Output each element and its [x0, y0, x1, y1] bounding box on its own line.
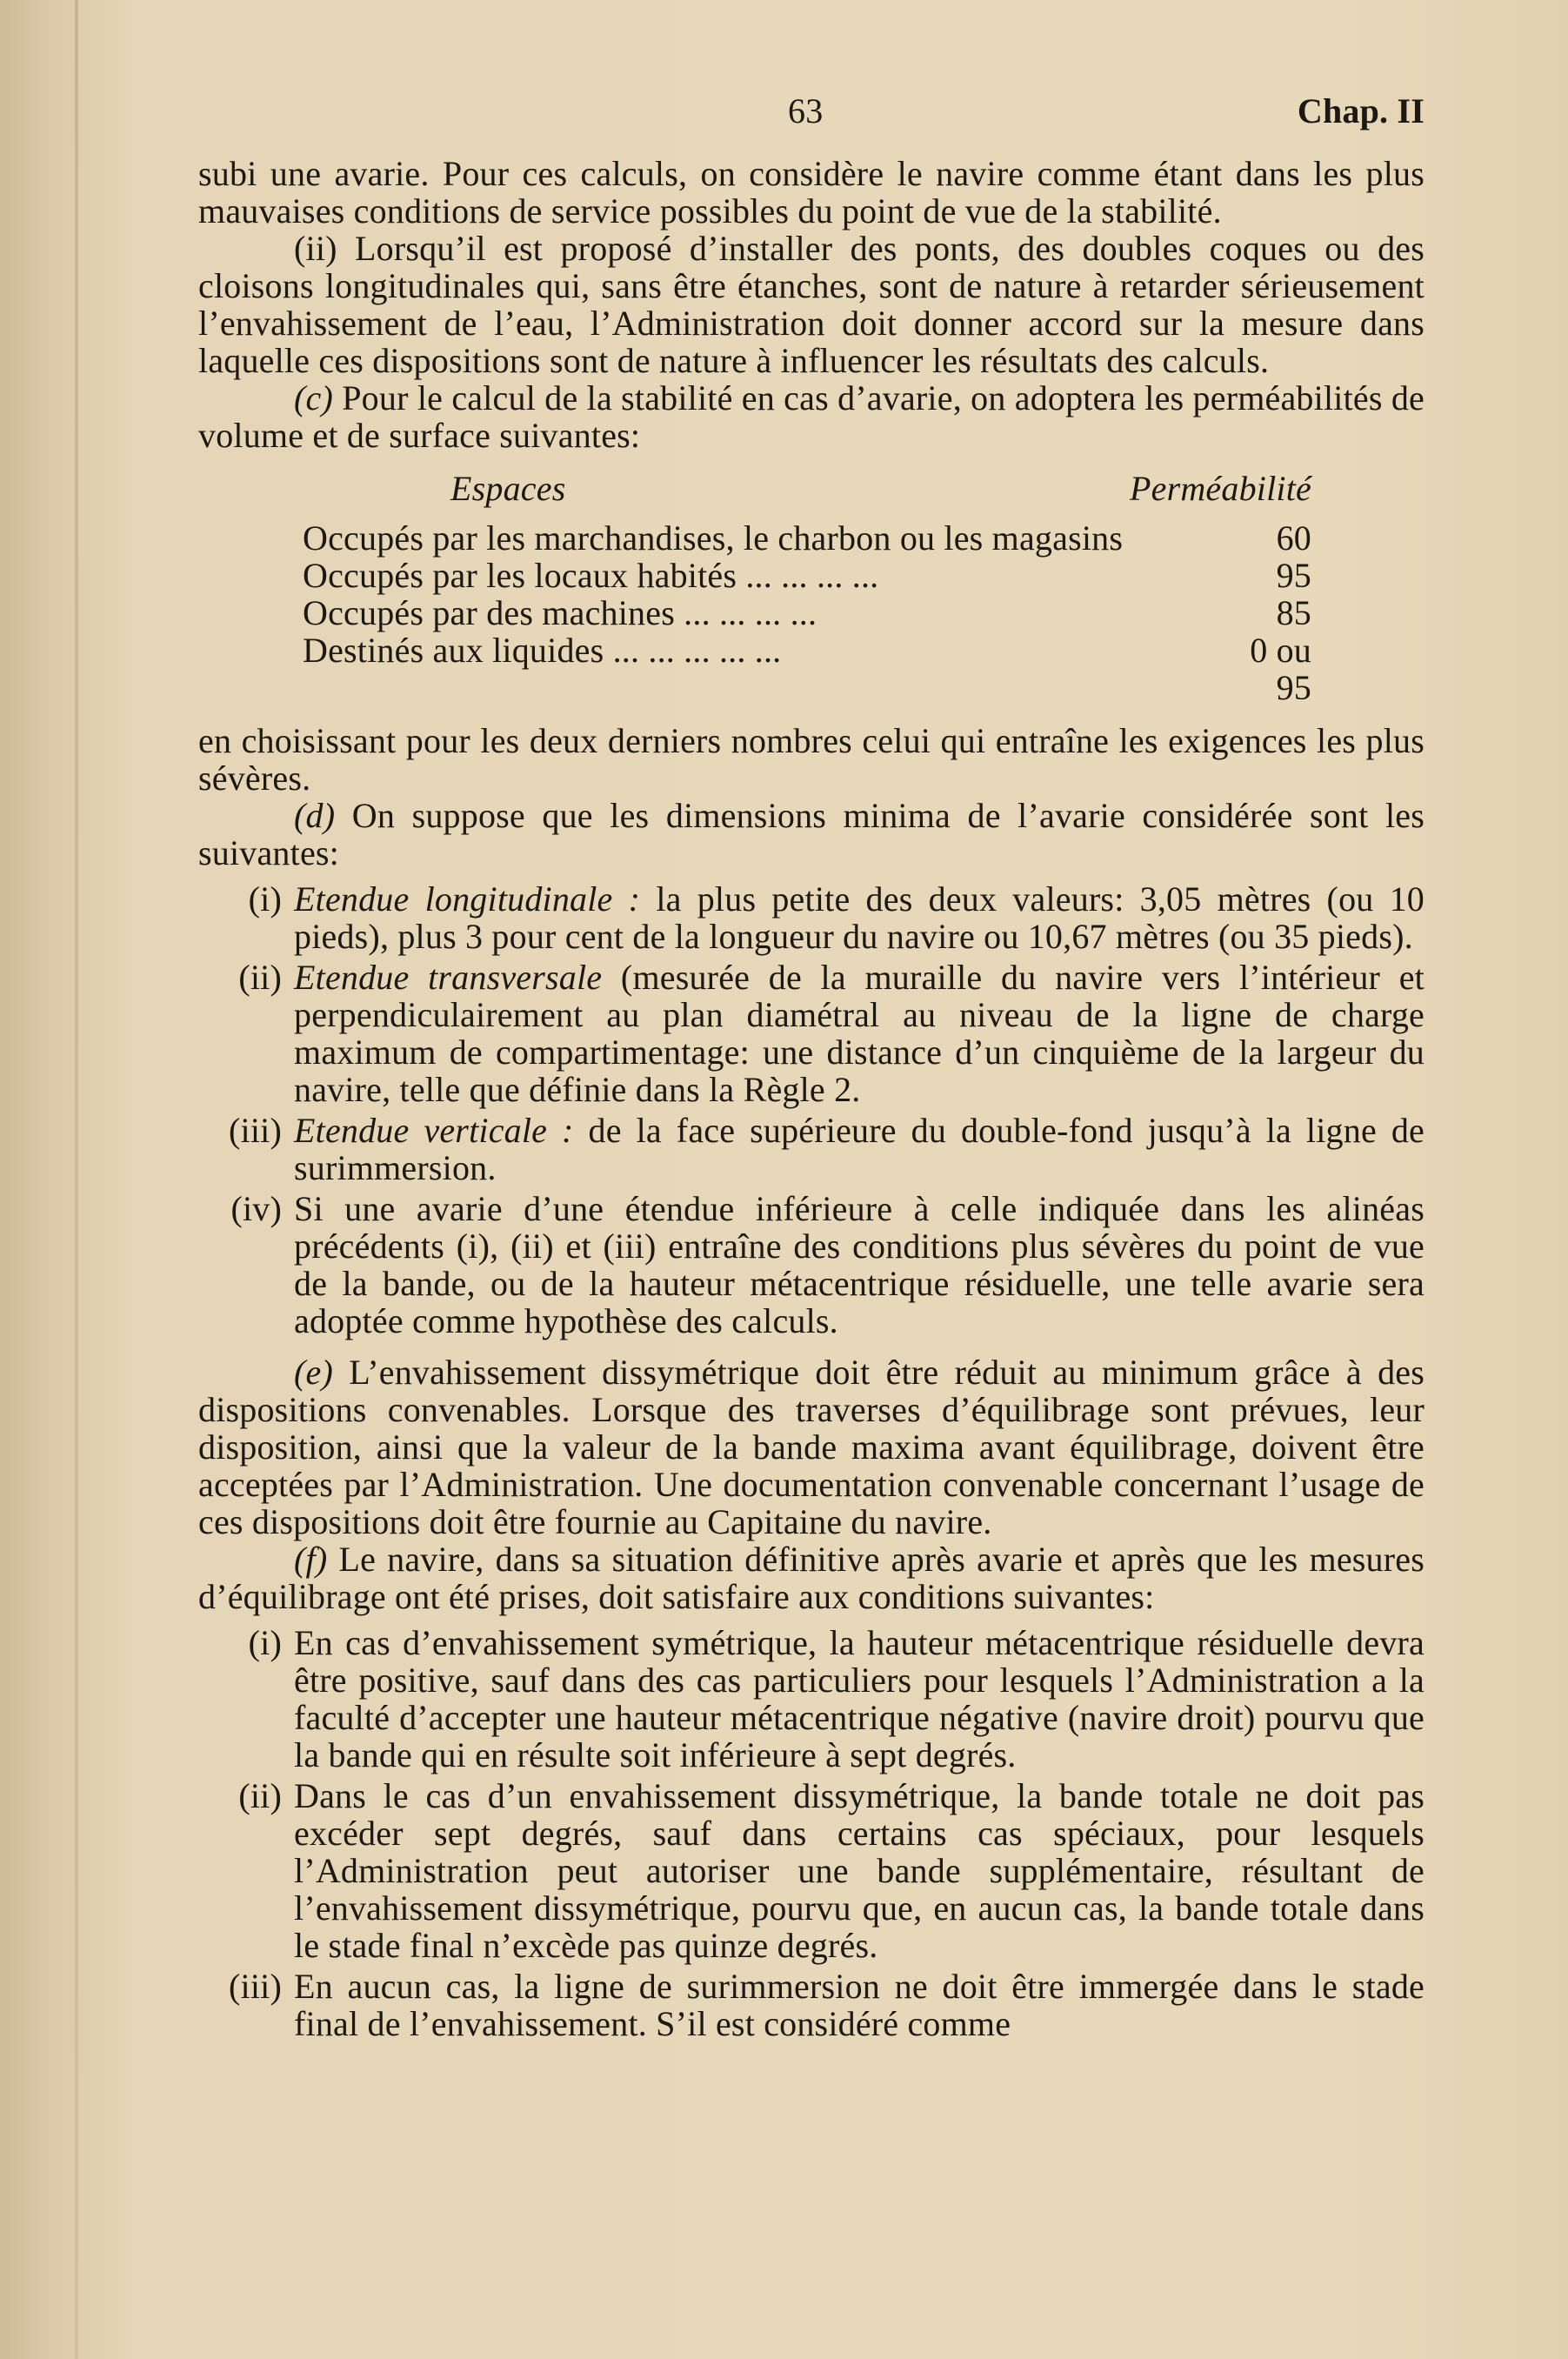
page-number: 63	[788, 91, 824, 130]
paragraph-table-note: en choisissant pour les deux derniers nombres celui qui entraîne les exigences les plus sévères.	[198, 721, 1425, 798]
col-spaces-header: Espaces	[450, 469, 566, 508]
list-item-body	[294, 880, 1425, 955]
list-item	[198, 959, 1425, 1108]
row-value: 95	[1276, 556, 1311, 595]
paragraph-d-label: (d)	[294, 796, 336, 835]
paragraph-e-label: (e)	[294, 1353, 333, 1392]
list-item	[198, 880, 1425, 955]
table-header	[303, 470, 1311, 507]
paragraph-f-text: Le navire, dans sa situation définitive après avarie et après que les mesures d’équilibrage ont été prises, doit satisfaire aux conditions suivantes:	[198, 1540, 1425, 1616]
list-item-body	[294, 1112, 1425, 1186]
table-row	[303, 557, 1311, 594]
list-item-number: (iv)	[230, 1189, 282, 1228]
row-label: Destinés aux liquides ... ... ... ... ...	[303, 631, 782, 670]
list-item-title: Etendue transversale	[294, 958, 603, 997]
list-item-number: (iii)	[229, 1967, 282, 2006]
paragraph-d	[198, 797, 1425, 872]
list-item-body	[294, 1190, 1425, 1340]
list-item-number: (i)	[248, 879, 282, 919]
table-row	[303, 594, 1311, 632]
paragraph-c-text: Pour le calcul de la stabilité en cas d’avarie, on adoptera les perméabilités de volume et de surface suivantes:	[198, 378, 1425, 455]
row-value: 0 ou 95	[1250, 631, 1311, 707]
list-item	[198, 1112, 1425, 1186]
list-item	[198, 1624, 1425, 1774]
col-permeability-header: Perméabilité	[1129, 469, 1311, 508]
paragraph-c-label: (c)	[294, 378, 333, 418]
final-condition-list	[198, 1624, 1425, 2042]
paragraph-d-text: On suppose que les dimensions minima de l’avarie considérée sont les suivantes:	[198, 796, 1425, 872]
paragraph-f-label: (f)	[294, 1540, 328, 1579]
row-label: Occupés par les marchandises, le charbon ou les magasins	[303, 518, 1124, 558]
list-item	[198, 1968, 1425, 2042]
list-item-title: Etendue longitudinale :	[294, 879, 641, 919]
binding-gutter	[75, 0, 78, 2359]
list-item-text: la plus petite des deux valeurs: 3,05 mètres (ou 10 pieds), plus 3 pour cent de la longueur du navire ou 10,67 mètres (ou 35 pieds).	[294, 879, 1425, 956]
list-item-number: (i)	[248, 1623, 282, 1662]
list-item-number: (ii)	[238, 1776, 282, 1815]
paragraph-1: subi une avarie. Pour ces calculs, on considère le navire comme étant dans les plus mauvaises conditions de service possibles du point de vue de la stabilité.	[198, 154, 1425, 231]
list-item	[198, 1777, 1425, 1964]
list-item-title: Etendue verticale :	[294, 1111, 574, 1150]
paragraph-e	[198, 1353, 1425, 1540]
list-item-text: En cas d’envahissement symétrique, la hauteur métacentrique résiduelle devra être positive, sauf dans des cas particuliers pour lesquels l’Administration a la faculté d’accepter une hauteur métacentrique négative (navire droit) pourvu que la bande qui en résulte soit inférieure à sept degrés.	[294, 1623, 1425, 1774]
row-label: Occupés par les locaux habités ... ... ... ...	[303, 556, 879, 595]
row-label: Occupés par des machines ... ... ... ...	[303, 593, 817, 632]
row-value: 60	[1276, 518, 1311, 558]
list-item-text: de la face supérieure du double-fond jusqu’à la ligne de surimmersion.	[294, 1111, 1425, 1187]
list-item-text: (mesurée de la muraille du navire vers l’intérieur et perpendiculairement au plan diamétral au niveau de la ligne de charge maximum de compartimentage: une distance d’un cinquième de la largeur du navire, telle que définie dans la Règle 2.	[294, 958, 1425, 1109]
list-item	[198, 1190, 1425, 1340]
table-row	[303, 632, 1311, 706]
paragraph-c	[198, 379, 1425, 454]
running-header	[198, 87, 1425, 137]
list-item-number: (iii)	[229, 1111, 282, 1150]
list-item-text: En aucun cas, la ligne de surimmersion ne doit être immergée dans le stade final de l’envahissement. S’il est considéré comme	[294, 1967, 1425, 2043]
list-item-text: Dans le cas d’un envahissement dissymétrique, la bande totale ne doit pas excéder sept degrés, sauf dans certains cas spéciaux, pour lesquels l’Administration peut autoriser une bande supplémentaire, résultant de l’envahissement dissymétrique, pourvu que, en aucun cas, la bande totale dans le stade final n’excède pas quinze degrés.	[294, 1776, 1425, 1965]
chapter-label: Chap. II	[1297, 91, 1425, 130]
paragraph-e-text: L’envahissement dissymétrique doit être réduit au minimum grâce à des dispositions convenables. Lorsque des traverses d’équilibrage sont prévues, leur disposition, ainsi que la valeur de la bande maxima avant équilibrage, doivent être acceptées par l’Administration. Une documentation convenable concernant l’usage de ces dispositions doit être fournie au Capitaine du navire.	[198, 1353, 1425, 1541]
paragraph-f	[198, 1540, 1425, 1615]
damage-extent-list	[198, 880, 1425, 1340]
table-row	[303, 519, 1311, 557]
permeability-table	[303, 470, 1311, 706]
list-item-number: (ii)	[238, 958, 282, 997]
list-item-text: Si une avarie d’une étendue inférieure à celle indiquée dans les alinéas précédents (i), (ii) et (iii) entraîne des conditions plus sévères du point de vue de la bande, ou de la hauteur métacentrique résiduelle, une telle avarie sera adoptée comme hypothèse des calculs.	[294, 1189, 1425, 1340]
list-item-body	[294, 959, 1425, 1108]
paragraph-ii: (ii) Lorsqu’il est proposé d’installer des ponts, des doubles coques ou des cloisons longitudinales qui, sans être étanches, sont de nature à retarder sérieusement l’envahissement de l’eau, l’Administration doit donner accord sur la mesure dans laquelle ces dispositions sont de nature à influencer les résultats des calculs.	[198, 229, 1425, 380]
page-text	[198, 87, 1425, 2056]
row-value: 85	[1276, 593, 1311, 632]
